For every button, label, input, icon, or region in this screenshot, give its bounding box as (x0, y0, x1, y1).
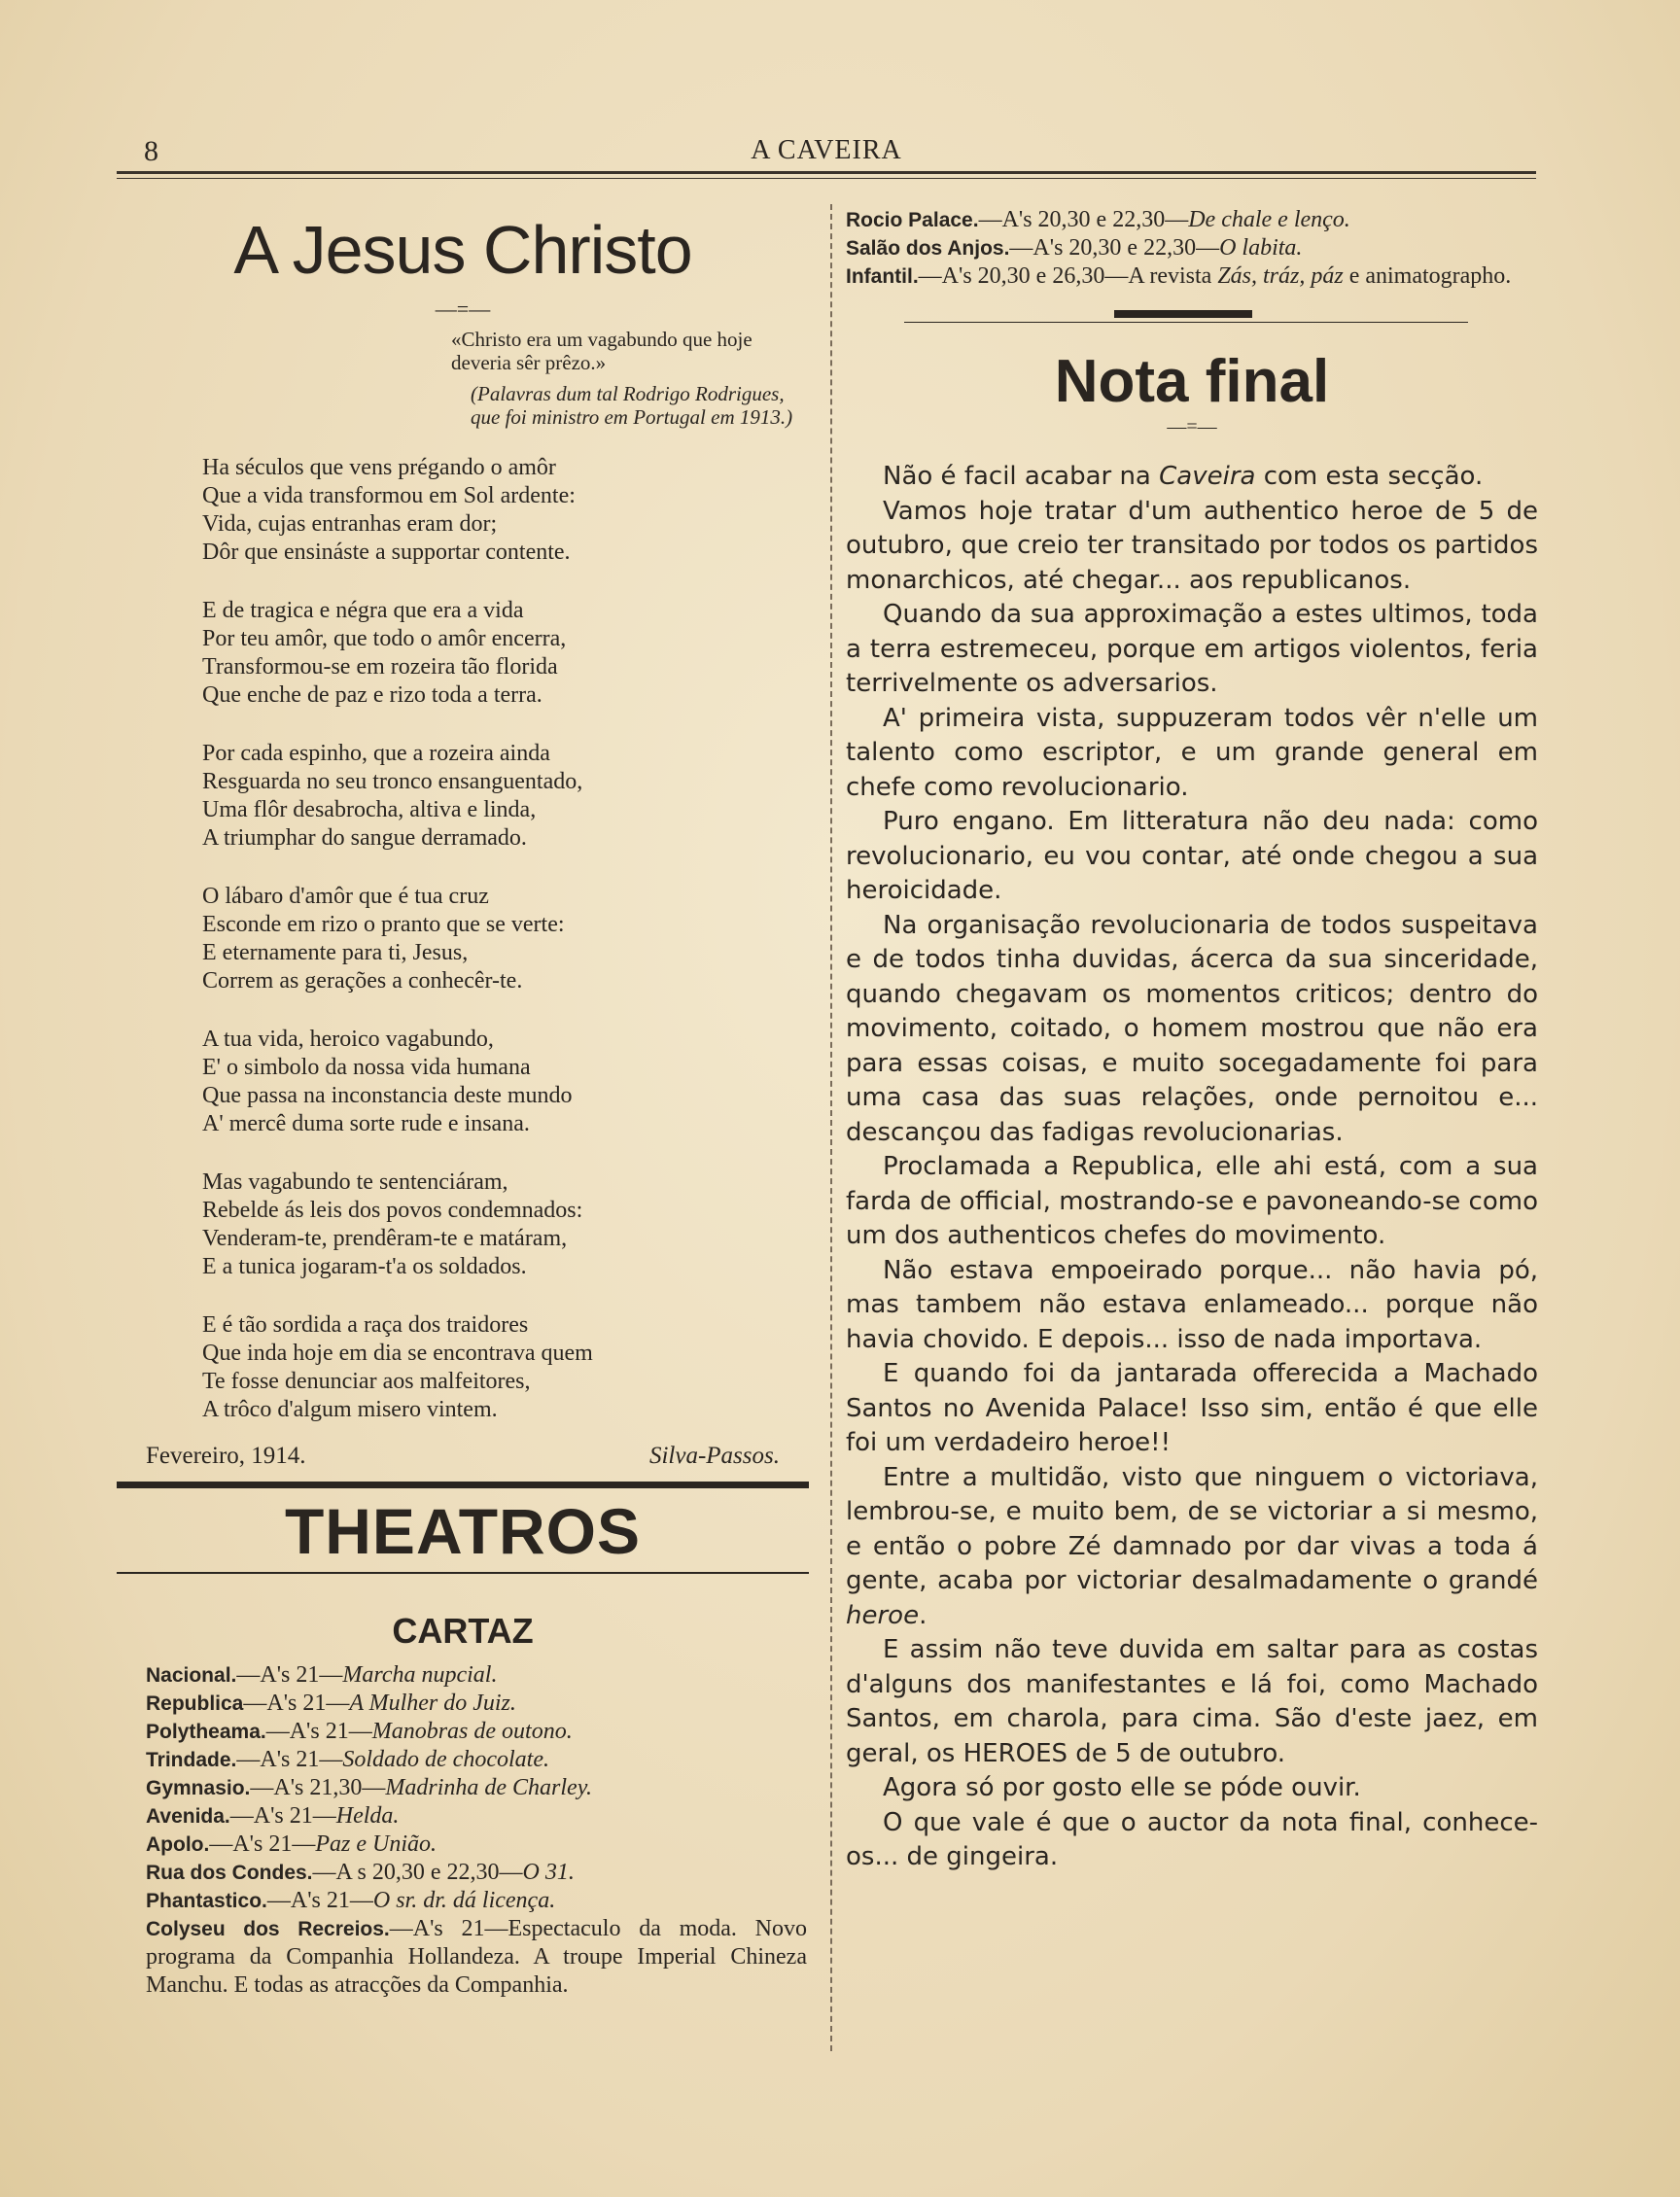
listing-item (146, 1859, 809, 1887)
poem-stanza (202, 597, 809, 710)
epigraph-quote: «Christo era um vagabundo que hoje deveria sêr prêzo.» (451, 328, 752, 374)
poem-line: Dôr que ensináste a supportar contente. (202, 540, 571, 565)
nota-final-body (846, 460, 1538, 1875)
rule-thick (1114, 310, 1252, 318)
poem-line: O lábaro d'amôr que é tua cruz (202, 884, 489, 909)
listing-venue: Gymnasio. (146, 1777, 251, 1799)
header-rule-thin (117, 178, 1536, 179)
listing-item (146, 1774, 809, 1802)
theatre-listings-continued (846, 206, 1538, 291)
nota-paragraph: Quando da sua approximação a estes ultimos, toda a terra estremeceu, porque em artigos violentos, feria terrivelmente os adversarios. (846, 600, 1538, 698)
listing-time: —A's 21— (265, 1719, 372, 1744)
listing-item (146, 1831, 809, 1859)
listing-time: —A's 21— (236, 1747, 343, 1772)
listing-item (146, 1661, 809, 1690)
listing-play: Paz e União. (315, 1831, 437, 1857)
page-header (117, 131, 1536, 170)
listing-time: —A's 20,30 e 26,30—A revista (918, 263, 1218, 289)
poem-line: Ha séculos que vens prégando o amôr (202, 455, 556, 480)
listing-venue: Avenida. (146, 1805, 230, 1828)
listing-venue: Trindade. (146, 1749, 237, 1771)
header-rule (117, 171, 1536, 174)
listing-time: —A's 21— (236, 1662, 343, 1688)
listing-venue: Republica (146, 1692, 244, 1715)
poem-line: Correm as gerações a conhecêr-te. (202, 968, 523, 994)
page-number: 8 (144, 135, 158, 167)
listing-item (146, 1746, 809, 1774)
poem-line: Que inda hoje em dia se encontrava quem (202, 1341, 593, 1366)
listing-play: A Mulher do Juiz. (349, 1691, 516, 1716)
listing-venue: Polytheama. (146, 1721, 266, 1743)
coliseu-listing (146, 1915, 807, 2000)
listing-item (846, 234, 1538, 262)
nota-paragraph: Entre a multidão, visto que ninguem o victoriava, lembrou-se, e muito bem, de se victoriar a si mesmo, e então o pobre Zé damnado por dar vivas a toda á gente, acaba por victoriar desalmadamente o grandé heroe. (846, 1462, 1538, 1630)
poem-line: Vida, cujas entranhas eram dor; (202, 511, 498, 537)
poem-date: Fevereiro, 1914. (146, 1443, 306, 1469)
listing-time: —A's 21— (209, 1831, 316, 1857)
poem-stanza (202, 1168, 809, 1281)
nota-paragraph: Não é facil acabar na Caveira com esta secção. (883, 462, 1484, 491)
poem-line: A tua vida, heroico vagabundo, (202, 1027, 494, 1052)
poem-line: Venderam-te, prendêram-te e matáram, (202, 1226, 568, 1251)
epigraph-source: (Palavras dum tal Rodrigo Rodrigues, que foi ministro em Portugal em 1913.) (471, 382, 793, 429)
poem-line: E de tragica e négra que era a vida (202, 598, 524, 623)
poem-line: Transformou-se em rozeira tão florida (202, 654, 558, 680)
listing-time: —A's 21,30— (250, 1775, 386, 1800)
nota-paragraph: Puro engano. Em litteratura não deu nada: como revolucionario, eu vou contar, até onde chegou a sua heroicidade. (846, 807, 1538, 905)
poem-line: Que a vida transformou em Sol ardente: (202, 483, 576, 508)
poem-line: E é tão sordida a raça dos traidores (202, 1312, 529, 1338)
poem-line: Uma flôr desabrocha, altiva e linda, (202, 797, 537, 822)
listing-venue: Apolo. (146, 1833, 210, 1856)
poem-line: Resguarda no seu tronco ensanguentado, (202, 769, 583, 794)
poem-line: Esconde em rizo o pranto que se verte: (202, 912, 565, 937)
ornament-right: —=— (1167, 416, 1217, 437)
poem-stanza (202, 1026, 809, 1138)
theatros-rule (117, 1572, 809, 1574)
listing-venue: Infantil. (846, 265, 919, 288)
listing-venue: Rocio Palace. (846, 209, 979, 231)
poem-line: Que passa na inconstancia deste mundo (202, 1083, 573, 1108)
listing-play: De chale e lenço. (1188, 207, 1350, 232)
poem-line: Rebelde ás leis dos povos condemnados: (202, 1198, 583, 1223)
theatre-listings (146, 1661, 809, 1915)
poem-signoff (117, 1443, 809, 1470)
poem-line: E eternamente para ti, Jesus, (202, 940, 469, 965)
listing-item (146, 1690, 809, 1718)
poem-stanza (202, 883, 809, 995)
nota-paragraph: Não estava empoeirado porque... não havia pó, mas tambem não estava enlameado... porque não havia chovido. E depois... isso de nada importava. (846, 1255, 1538, 1354)
listing-play: Marcha nupcial. (342, 1662, 498, 1688)
nota-paragraph: E assim não teve duvida em saltar para as costas d'alguns dos manifestantes e lá foi, como Machado Santos, em charola, para cima. São d'este jaez, em geral, os HEROES de 5 de outubro. (846, 1635, 1538, 1768)
ornament: —=— (435, 296, 491, 321)
poem-line: A triumphar do sangue derramado. (202, 825, 527, 851)
poem-title: A Jesus Christo (233, 212, 692, 288)
nota-paragraph: Proclamada a Republica, elle ahi está, com a sua farda de official, mostrando-se e pavoneando-se como um dos authenticos chefes do movimento. (846, 1152, 1538, 1250)
listing-play: O 31. (522, 1860, 575, 1885)
poem-line: A' mercê duma sorte rude e insana. (202, 1111, 530, 1136)
poem-body (202, 454, 809, 1424)
emphasis: heroe (846, 1600, 920, 1630)
nota-paragraph: E quando foi da jantarada offerecida a Machado Santos no Avenida Palace! Isso sim, então é que elle foi um verdadeiro heroe!! (846, 1359, 1538, 1457)
poem-author: Silva-Passos. (648, 1443, 780, 1469)
theatros-title: THEATROS (284, 1495, 642, 1567)
right-column (846, 206, 1538, 1875)
poem-line: Por teu amôr, que todo o amôr encerra, (202, 626, 567, 651)
left-column (117, 190, 809, 2000)
poem-line: E a tunica jogaram-t'a os soldados. (202, 1254, 527, 1279)
poem-stanza (202, 740, 809, 853)
listing-venue: Rua dos Condes. (146, 1862, 313, 1884)
cartaz-title: CARTAZ (392, 1611, 534, 1651)
listing-play: O sr. dr. dá licença. (372, 1888, 556, 1913)
poem-stanza (202, 1311, 809, 1424)
listing-venue: Salão dos Anjos. (846, 237, 1010, 260)
listing-play: O labita. (1219, 235, 1303, 261)
listing-play: Manobras de outono. (371, 1719, 573, 1744)
poem-line: Mas vagabundo te sentenciáram, (202, 1169, 508, 1195)
nota-paragraph: Agora só por gosto elle se póde ouvir. (883, 1773, 1361, 1802)
running-title: A CAVEIRA (751, 135, 902, 165)
listing-item (146, 1718, 809, 1746)
listing-venue: Phantastico. (146, 1890, 267, 1912)
poem-line: A trôco d'algum misero vintem. (202, 1397, 498, 1422)
epigraph (451, 328, 809, 429)
listing-time: —A's 21— (243, 1691, 350, 1716)
listing-time: —A's 21— (229, 1803, 336, 1829)
coliseu-venue: Colyseu dos Recreios. (146, 1918, 390, 1940)
listing-item (146, 1887, 809, 1915)
nota-paragraph: A' primeira vista, suppuzeram todos vêr n'elle um talento como escriptor, e um grande general em chefe como revolucionario. (846, 703, 1538, 802)
column-divider (830, 204, 833, 2051)
poem-stanza (202, 454, 809, 567)
coliseu-text: —A's 21—Espectaculo da moda. Novo programa da Companhia Hollandeza. A troupe Imperial Chineza Manchu. E todas as atracções da Companhia. (146, 1916, 807, 1998)
poem-line: E' o simbolo da nossa vida humana (202, 1055, 531, 1080)
listing-time: —A's 20,30 e 22,30— (1009, 235, 1220, 261)
section-rule-right (846, 310, 1538, 330)
listing-tail: e animatographo. (1343, 263, 1512, 289)
nota-paragraph: O que vale é que o auctor da nota final, conhece-os... de gingeira. (846, 1807, 1538, 1871)
listing-time: —A's 21— (266, 1888, 373, 1913)
listing-play: Madrinha de Charley. (385, 1775, 593, 1800)
listing-item (146, 1802, 809, 1831)
rule-thin (904, 322, 1468, 323)
section-rule (117, 1482, 809, 1488)
poem-line: Por cada espinho, que a rozeira ainda (202, 741, 550, 766)
listing-time: —A s 20,30 e 22,30— (312, 1860, 523, 1885)
poem-line: Que enche de paz e rizo toda a terra. (202, 682, 542, 708)
emphasis: Caveira (1159, 462, 1256, 491)
listing-play: Zás, tráz, páz (1217, 263, 1344, 289)
nota-paragraph: Vamos hoje tratar d'um authentico heroe de 5 de outubro, que creio ter transitado por todos os partidos monarchicos, até chegar... aos republicanos. (846, 496, 1538, 595)
listing-time: —A's 20,30 e 22,30— (978, 207, 1189, 232)
listing-venue: Nacional. (146, 1664, 237, 1687)
listing-item (846, 206, 1538, 234)
nota-paragraph: Na organisação revolucionaria de todos suspeitava e de todos tinha duvidas, ácerca da sua sinceridade, quando chegavam os momentos criticos; dentro do movimento, coitado, o homem mostrou que não era para essas coisas, e muito socegadamente foi para uma casa das suas relações, onde pernoitou e... descançou das fadigas revolucionarias. (846, 910, 1538, 1147)
poem-line: Te fosse denunciar aos malfeitores, (202, 1369, 531, 1394)
listing-item (846, 262, 1538, 291)
listing-play: Soldado de chocolate. (342, 1747, 549, 1772)
nota-final-title: Nota final (1054, 348, 1330, 415)
listing-play: Helda. (335, 1803, 400, 1829)
